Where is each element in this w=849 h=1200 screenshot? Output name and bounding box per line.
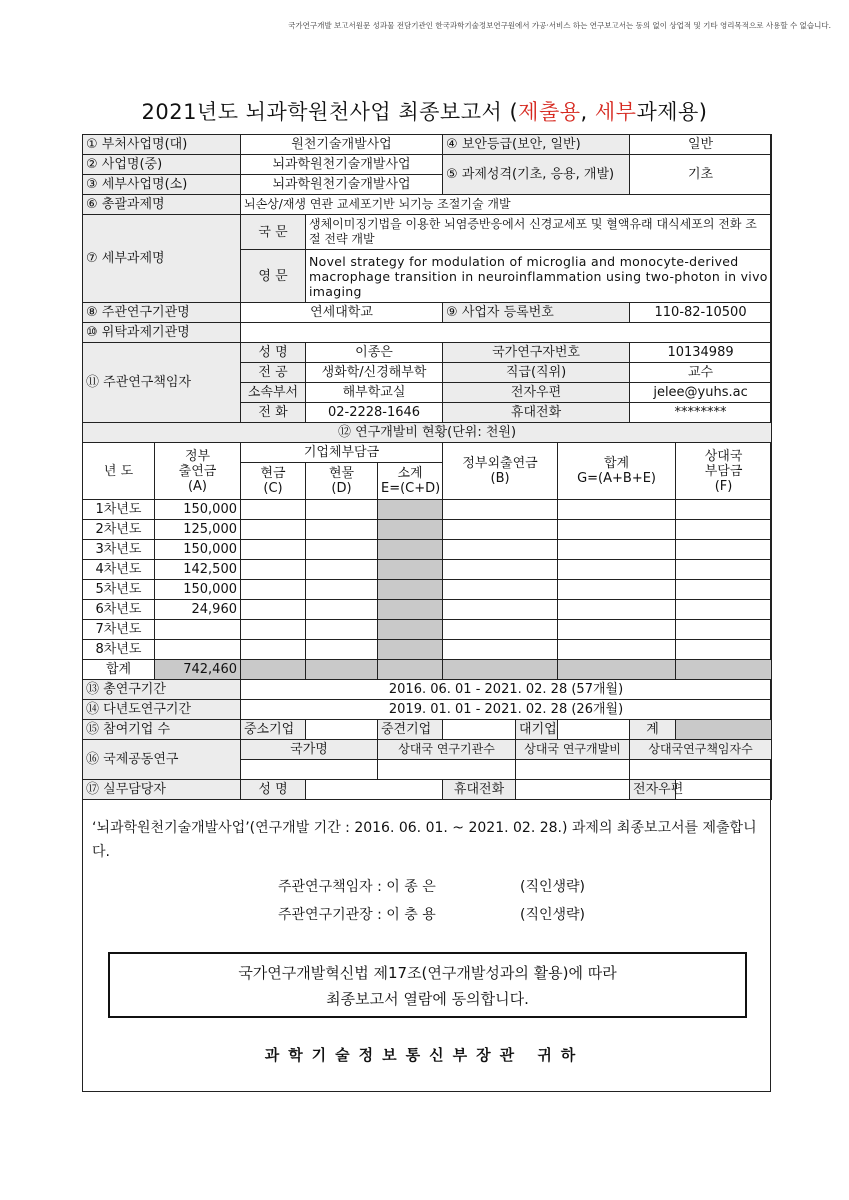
intl-country-value [241, 760, 378, 780]
intl-budget-value [516, 760, 630, 780]
budget-header-total: 합계 G=(A+B+E) [558, 443, 676, 500]
budget-sum-value: 742,460 [155, 660, 241, 680]
intl-country-label: 국가명 [241, 740, 378, 760]
budget-row: 4차년도 142,500 [83, 560, 772, 580]
budget-row: 8차년도 [83, 640, 772, 660]
phone-label: 전 화 [241, 403, 306, 423]
phone-value: 02-2228-1646 [306, 403, 443, 423]
medium-company-value [443, 720, 516, 740]
budget-row: 3차년도 150,000 [83, 540, 772, 560]
title-highlight-submission: 제출용 [518, 100, 581, 124]
intl-pi-label: 상대국연구책임자수 [630, 740, 772, 760]
budget-header-gov: 정부 출연금 (A) [155, 443, 241, 500]
budget-header-year: 년 도 [83, 443, 155, 500]
budget-row: 7차년도 [83, 620, 772, 640]
staff-name-value [306, 780, 443, 800]
budget-header-subtotal: 소계 E=(C+D) [378, 463, 443, 500]
multiyear-period-value: 2019. 01. 01 - 2021. 02. 28 (26개월) [241, 700, 772, 720]
agency-value: 원천기술개발사업 [241, 135, 443, 155]
title-highlight-detail: 세부 [594, 100, 637, 124]
major-value: 생화학/신경해부학 [306, 363, 443, 383]
security-value: 일반 [630, 135, 772, 155]
total-period-value: 2016. 06. 01 - 2021. 02. 28 (57개월) [241, 680, 772, 700]
intl-budget-label: 상대국 연구개발비 [516, 740, 630, 760]
company-total-value [676, 720, 772, 740]
subprogram-label: ③ 세부사업명(소) [83, 175, 241, 195]
intl-institutions-value [378, 760, 516, 780]
agency-label: ① 부처사업명(대) [83, 135, 241, 155]
english-title-label: 영 문 [241, 250, 306, 303]
name-label: 성 명 [241, 343, 306, 363]
budget-sum-label: 합계 [83, 660, 155, 680]
staff-label: ⑰ 실무담당자 [83, 780, 241, 800]
email-label: 전자우편 [443, 383, 630, 403]
budget-header-corporate: 기업체부담금 [241, 443, 443, 463]
small-company-label: 중소기업 [241, 720, 306, 740]
rank-label: 직급(직위) [443, 363, 630, 383]
multiyear-period-label: ⑭ 다년도연구기간 [83, 700, 241, 720]
signature-line-head: 주관연구기관장 : 이 충 용 (직인생략) [278, 904, 585, 924]
principal-investigator-label: ⑪ 주관연구책임자 [83, 343, 241, 423]
business-number-label: ⑨ 사업자 등록번호 [443, 303, 630, 323]
korean-title-label: 국 문 [241, 215, 306, 250]
staff-mobile-label: 휴대전화 [443, 780, 516, 800]
medium-company-label: 중견기업 [378, 720, 443, 740]
general-title-label: ⑥ 총괄과제명 [83, 195, 241, 215]
consent-line-2: 최종보고서 열람에 동의합니다. [326, 990, 529, 1008]
company-total-label: 계 [630, 720, 676, 740]
budget-row: 2차년도 125,000 [83, 520, 772, 540]
national-id-label: 국가연구자번호 [443, 343, 630, 363]
large-company-label: 대기업 [516, 720, 558, 740]
host-institution-value: 연세대학교 [241, 303, 443, 323]
email-value: jelee@yuhs.ac [630, 383, 772, 403]
staff-name-label: 성 명 [241, 780, 306, 800]
national-id-value: 10134989 [630, 343, 772, 363]
budget-row: 5차년도 150,000 [83, 580, 772, 600]
detail-title-label: ⑦ 세부과제명 [83, 215, 241, 303]
staff-mobile-value [516, 780, 630, 800]
submission-declaration: ‘뇌과학원천기술개발사업’(연구개발 기간 : 2016. 06. 01. ~ 2021. 02. 28.) 과제의 최종보고서를 제출합니다. [92, 820, 757, 860]
program-value: 뇌과학원천기술개발사업 [241, 155, 443, 175]
budget-row: 6차년도 24,960 [83, 600, 772, 620]
page-title: 2021년도 뇌과학원천사업 최종보고서 (제출용, 세부과제용) [141, 100, 708, 124]
consign-institution-label: ⑩ 위탁과제기관명 [83, 323, 241, 343]
general-title-value: 뇌손상/재생 연관 교세포기반 뇌기능 조절기술 개발 [241, 195, 772, 215]
host-institution-label: ⑧ 주관연구기관명 [83, 303, 241, 323]
usage-notice: 국가연구개발 보고서원문 성과물 전담기관인 한국과학기술정보연구원에서 가공·서비스 하는 연구보고서는 동의 없이 상업적 및 기타 영리목적으로 사용할 수 없습니다. [288, 21, 831, 30]
addressee: 과학기술정보통신부장관 귀하 [264, 1046, 585, 1064]
intl-institutions-label: 상대국 연구기관수 [378, 740, 516, 760]
small-company-value [306, 720, 378, 740]
total-period-label: ⑬ 총연구기간 [83, 680, 241, 700]
business-number-value: 110-82-10500 [630, 303, 772, 323]
report-summary-table [82, 134, 772, 800]
security-label: ④ 보안등급(보안, 일반) [443, 135, 630, 155]
mobile-label: 휴대전화 [443, 403, 630, 423]
budget-sum-row [83, 660, 772, 680]
intl-pi-value [630, 760, 772, 780]
budget-header-partner: 상대국 부담금 (F) [676, 443, 772, 500]
staff-email-value [676, 780, 772, 800]
budget-header-nongov: 정부외출연금 (B) [443, 443, 558, 500]
budget-header-cash: 현금 (C) [241, 463, 306, 500]
mobile-value: ******** [630, 403, 772, 423]
korean-title-value: 생체이미징기법을 이용한 뇌염증반응에서 신경교세포 및 혈액유래 대식세포의 전화 조절 전략 개발 [306, 215, 772, 250]
large-company-value [558, 720, 630, 740]
nature-label: ⑤ 과제성격(기초, 응용, 개발) [443, 155, 630, 195]
seal-note: (직인생략) [520, 879, 586, 895]
seal-note: (직인생략) [520, 907, 586, 923]
budget-row: 1차년도 150,000 [83, 500, 772, 520]
consent-line-1: 국가연구개발혁신법 제17조(연구개발성과의 활용)에 따라 [238, 964, 617, 982]
english-title-value: Novel strategy for modulation of microglia and monocyte-derived macrophage transition in neuroinflammation using two-photon in vivo imaging [306, 250, 772, 303]
staff-email-label: 전자우편 [630, 780, 676, 800]
consign-institution-value [241, 323, 772, 343]
major-label: 전 공 [241, 363, 306, 383]
consent-box [108, 952, 747, 1018]
name-value: 이종은 [306, 343, 443, 363]
nature-value: 기초 [630, 155, 772, 195]
signature-line-pi: 주관연구책임자 : 이 종 은 (직인생략) [278, 876, 585, 896]
budget-header-inkind: 현물 (D) [306, 463, 378, 500]
subprogram-value: 뇌과학원천기술개발사업 [241, 175, 443, 195]
budget-section-title: ⑫ 연구개발비 현황(단위: 천원) [83, 423, 772, 443]
department-label: 소속부서 [241, 383, 306, 403]
rank-value: 교수 [630, 363, 772, 383]
department-value: 해부학교실 [306, 383, 443, 403]
intl-research-label: ⑯ 국제공동연구 [83, 740, 241, 780]
program-label: ② 사업명(중) [83, 155, 241, 175]
companies-label: ⑮ 참여기업 수 [83, 720, 241, 740]
